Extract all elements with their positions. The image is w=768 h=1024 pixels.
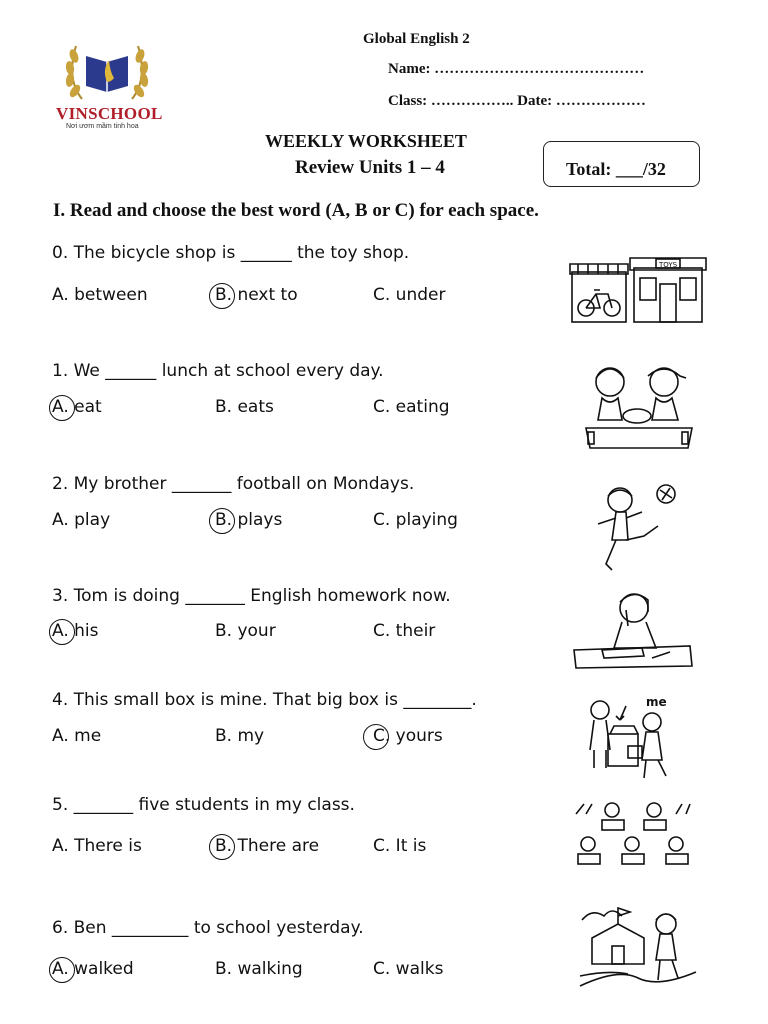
homework-illustration [572,588,694,672]
option-0-b[interactable]: B. next to [215,285,298,305]
option-1-c[interactable]: C. eating [373,397,450,417]
option-4-b[interactable]: B. my [215,726,265,746]
class-date-field: Class: …………….. Date: ……………… [388,93,646,109]
total-score-box [543,141,700,187]
option-6-c[interactable]: C. walks [373,959,444,979]
toys-sign: TOYS [658,261,678,269]
question-1: 1. We ______ lunch at school every day. [52,361,384,381]
course-name: Global English 2 [363,31,470,47]
answer-circle-4 [363,724,389,750]
boxes-illustration [584,690,680,786]
answer-circle-1 [49,395,75,421]
question-6: 6. Ben _________ to school yesterday. [52,918,364,938]
name-field: Name: …………………………………… [388,61,645,77]
option-6-b[interactable]: B. walking [215,959,303,979]
question-3: 3. Tom is doing _______ English homework now. [52,586,451,606]
option-4-c[interactable]: C. yours [373,726,443,746]
answer-circle-5 [209,834,235,860]
question-5: 5. _______ five students in my class. [52,795,355,815]
kids-lunch-illustration [582,358,696,458]
question-0: 0. The bicycle shop is ______ the toy shop. [52,243,410,263]
question-2: 2. My brother _______ football on Mondays. [52,474,415,494]
option-1-b[interactable]: B. eats [215,397,274,417]
option-0-a[interactable]: A. between [52,285,148,305]
option-0-c[interactable]: C. under [373,285,446,305]
option-5-c[interactable]: C. It is [373,836,427,856]
logo-slogan: Nơi ươm mầm tinh hoa [66,123,139,130]
answer-circle-6 [49,957,75,983]
option-3-a[interactable]: A. his [52,621,99,641]
boy-football-illustration [592,478,682,578]
option-4-a[interactable]: A. me [52,726,102,746]
option-3-c[interactable]: C. their [373,621,436,641]
worksheet-title: WEEKLY WORKSHEET [265,131,467,151]
classroom-illustration [572,798,696,882]
walking-to-school-illustration [578,898,698,990]
section-title: I. Read and choose the best word (A, B or C) for each space. [53,200,539,221]
logo-name: VINSCHOOL [56,104,163,123]
answer-circle-0 [209,283,235,309]
option-5-b[interactable]: B. There are [215,836,320,856]
answer-circle-2 [209,508,235,534]
option-3-b[interactable]: B. your [215,621,276,641]
option-2-b[interactable]: B. plays [215,510,283,530]
question-4: 4. This small box is mine. That big box is ________. [52,690,477,710]
option-2-c[interactable]: C. playing [373,510,458,530]
total-score: Total: ___/32 [566,159,666,179]
me-label: me [646,695,667,709]
option-1-a[interactable]: A. eat [52,397,102,417]
option-2-a[interactable]: A. play [52,510,111,530]
option-5-a[interactable]: A. There is [52,836,142,856]
shops-illustration [568,250,708,326]
worksheet-subtitle: Review Units 1 – 4 [295,157,445,178]
answer-circle-3 [49,619,75,645]
option-6-a[interactable]: A. walked [52,959,134,979]
